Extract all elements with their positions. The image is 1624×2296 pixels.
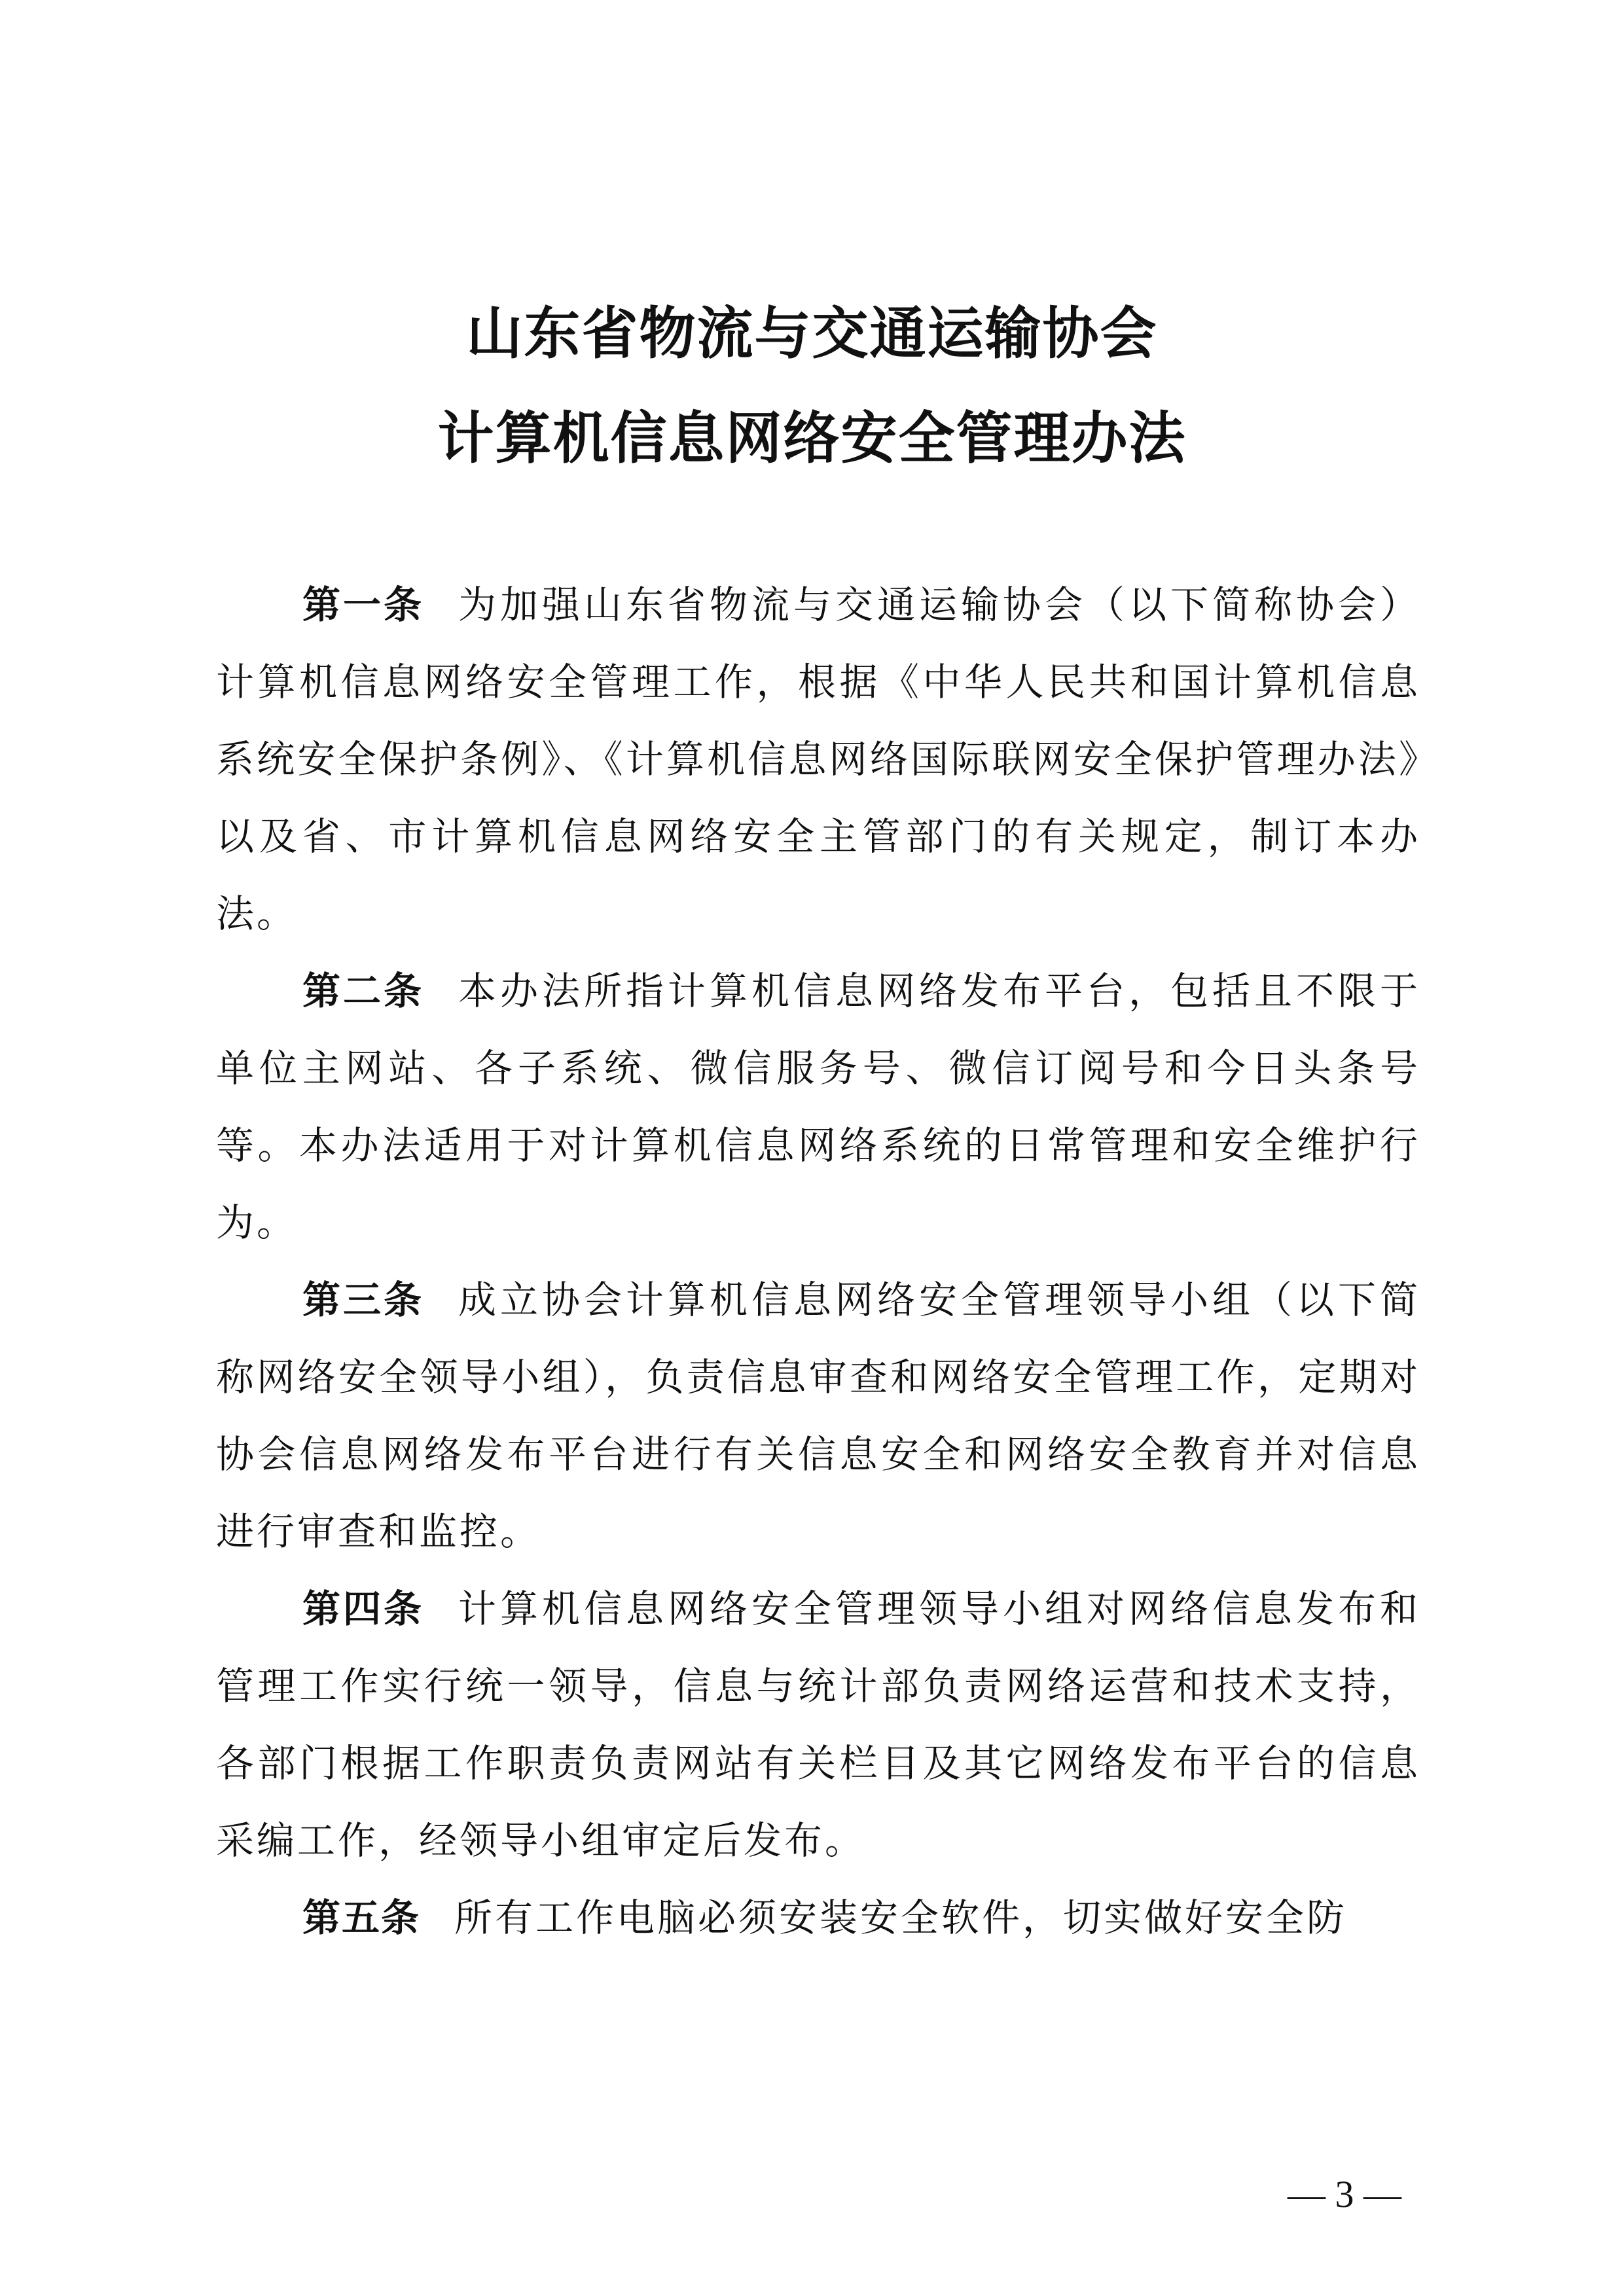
article-3 bbox=[216, 1261, 1420, 1570]
document-body bbox=[216, 566, 1420, 1956]
article-5-text: 所有工作电脑必须安装安全软件，切实做好安全防 bbox=[454, 1895, 1348, 1940]
article-1-text: 为加强山东省物流与交通运输协会（以下简称协会）计算机信息网络安全管理工作，根据《中华人民共和国计算机信息系统安全保护条例》、《计算机信息网络国际联网安全保护管理办法》以及省、市计算机信息网络安全主管部门的有关规定，制订本办法。 bbox=[216, 583, 1420, 936]
article-4-label: 第四条 bbox=[302, 1587, 424, 1631]
article-5 bbox=[216, 1879, 1420, 1956]
article-2 bbox=[216, 952, 1420, 1261]
article-4 bbox=[216, 1570, 1420, 1879]
article-3-text: 成立协会计算机信息网络安全管理领导小组（以下简称网络安全领导小组），负责信息审查和网络安全管理工作，定期对协会信息网络发布平台进行有关信息安全和网络安全教育并对信息进行审查和监控。 bbox=[216, 1278, 1420, 1554]
article-3-label: 第三条 bbox=[302, 1278, 424, 1322]
article-4-text: 计算机信息网络安全管理领导小组对网络信息发布和管理工作实行统一领导，信息与统计部负责网络运营和技术支持，各部门根据工作职责负责网站有关栏目及其它网络发布平台的信息采编工作，经领导小组审定后发布。 bbox=[216, 1587, 1420, 1863]
article-2-text: 本办法所指计算机信息网络发布平台，包括且不限于单位主网站、各子系统、微信服务号、微信订阅号和今日头条号等。本办法适用于对计算机信息网络系统的日常管理和安全维护行为。 bbox=[216, 969, 1420, 1245]
document-title-line-2: 计算机信息网络安全管理办法 bbox=[437, 405, 1187, 471]
article-2-label: 第二条 bbox=[302, 969, 424, 1013]
article-1-label: 第一条 bbox=[302, 583, 424, 627]
page-number: — 3 — bbox=[1288, 2173, 1401, 2215]
document-title-line-1: 山东省物流与交通运输协会 bbox=[466, 300, 1158, 367]
article-5-label: 第五条 bbox=[302, 1895, 421, 1940]
article-1 bbox=[216, 566, 1420, 952]
